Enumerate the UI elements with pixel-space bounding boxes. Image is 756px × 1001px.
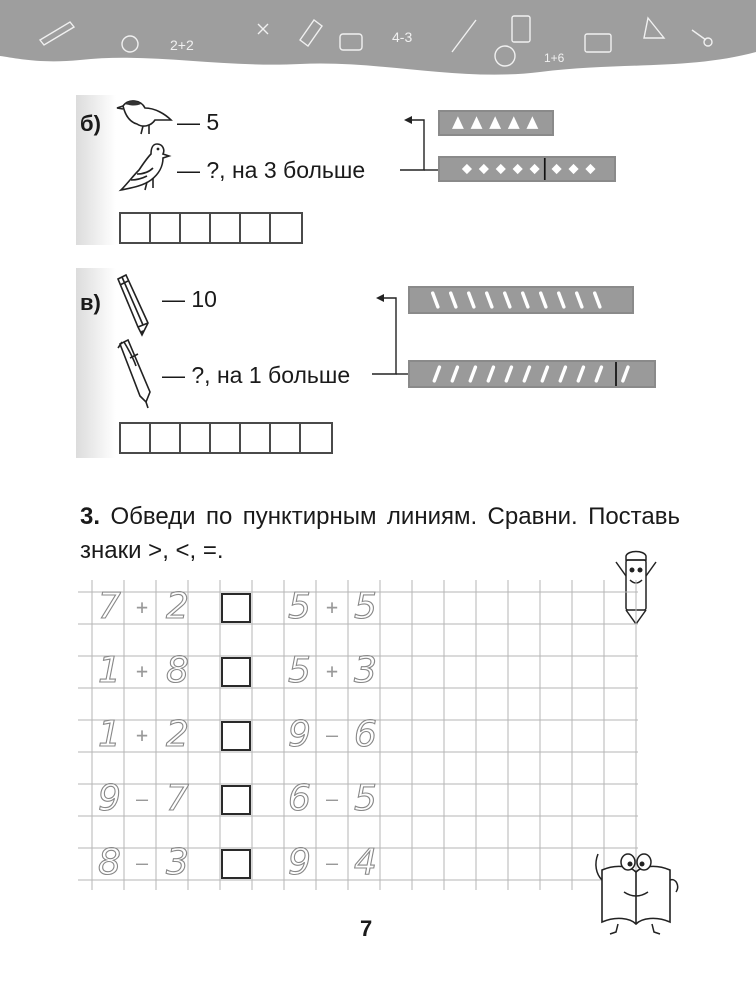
dotted-digit: 2: [166, 714, 189, 755]
exercise-c-answer-boxes[interactable]: [119, 422, 333, 454]
dotted-digit: 5: [354, 586, 377, 627]
dotted-digit: 9: [98, 778, 121, 819]
dotted-operator: +: [136, 723, 149, 747]
exercise-b-bar-diamonds: [438, 156, 616, 182]
answer-cell[interactable]: [211, 214, 241, 242]
dotted-operator: –: [326, 787, 339, 811]
header-doodle-band: [0, 0, 756, 90]
answer-cell[interactable]: [121, 214, 151, 242]
comparison-row: [78, 586, 638, 627]
task3-number: 3.: [80, 503, 101, 530]
answer-cell[interactable]: [151, 424, 181, 452]
exercise-b-line2: — ?, на 3 больше: [177, 157, 366, 183]
comparison-row: [78, 650, 638, 691]
dotted-digit: 2: [166, 586, 189, 627]
answer-cell[interactable]: [241, 424, 271, 452]
answer-cell[interactable]: [301, 424, 331, 452]
answer-cell[interactable]: [181, 214, 211, 242]
dotted-digit: 4: [354, 842, 377, 883]
dotted-digit: 7: [98, 586, 121, 627]
dotted-digit: 9: [288, 842, 311, 883]
bird-icon: [115, 94, 175, 136]
book-character-icon: [588, 840, 684, 936]
dotted-operator: –: [326, 723, 339, 747]
exercise-b-bar-triangles: [438, 110, 554, 136]
dotted-digit: 5: [288, 586, 311, 627]
exercise-c-bar-slashes-back: [408, 286, 634, 314]
task3-instruction: Обведи по пунктирным линиям. Сравни. Поставь знаки >, <, =.: [80, 503, 681, 564]
dotted-digit: 3: [354, 650, 377, 691]
dotted-digit: 9: [288, 714, 311, 755]
pencil-icon: [114, 273, 154, 339]
dotted-digit: 5: [354, 778, 377, 819]
answer-cell[interactable]: [241, 214, 271, 242]
dotted-operator: –: [136, 851, 149, 875]
comparison-sign-box[interactable]: [221, 657, 251, 687]
dotted-operator: –: [326, 851, 339, 875]
dotted-digit: 8: [98, 842, 121, 883]
answer-cell[interactable]: [271, 424, 301, 452]
dove-icon: [117, 138, 173, 194]
page-number: 7: [360, 916, 373, 941]
dotted-digit: 8: [166, 650, 189, 691]
dotted-digit: 5: [288, 650, 311, 691]
dotted-operator: –: [136, 787, 149, 811]
answer-cell[interactable]: [151, 214, 181, 242]
dotted-operator: +: [326, 595, 339, 619]
dotted-digit: 6: [288, 778, 311, 819]
dotted-operator: +: [326, 659, 339, 683]
comparison-sign-box[interactable]: [221, 849, 251, 879]
answer-cell[interactable]: [121, 424, 151, 452]
task3-heading: [80, 500, 680, 568]
dotted-operator: +: [136, 595, 149, 619]
comparison-sign-box[interactable]: [221, 785, 251, 815]
exercise-c-label: в): [80, 290, 101, 315]
svg-text:1+6: 1+6: [544, 51, 565, 65]
svg-text:4-3: 4-3: [392, 29, 413, 45]
exercise-c-bar-slashes-forward: [408, 360, 656, 388]
comparison-rows: [78, 580, 638, 890]
svg-text:2+2: 2+2: [170, 37, 194, 53]
comparison-row: [78, 778, 638, 819]
dotted-digit: 3: [166, 842, 189, 883]
exercise-b-line1: — 5: [177, 109, 220, 135]
comparison-sign-box[interactable]: [221, 593, 251, 623]
exercise-c-line1: — 10: [162, 286, 217, 312]
exercise-c-line2: — ?, на 1 больше: [162, 362, 351, 388]
answer-cell[interactable]: [211, 424, 241, 452]
comparison-sign-box[interactable]: [221, 721, 251, 751]
dotted-operator: +: [136, 659, 149, 683]
exercise-c-bracket: [368, 284, 412, 388]
comparison-row: [78, 842, 638, 883]
comparison-row: [78, 714, 638, 755]
answer-cell[interactable]: [271, 214, 301, 242]
answer-cell[interactable]: [181, 424, 211, 452]
exercise-b-bracket: [396, 108, 442, 184]
dotted-digit: 1: [98, 650, 121, 691]
dotted-digit: 7: [166, 778, 189, 819]
exercise-b-label: б): [80, 111, 101, 136]
dotted-digit: 1: [98, 714, 121, 755]
dotted-digit: 6: [354, 714, 377, 755]
exercise-b-answer-boxes[interactable]: [119, 212, 303, 244]
pen-icon: [116, 338, 160, 410]
